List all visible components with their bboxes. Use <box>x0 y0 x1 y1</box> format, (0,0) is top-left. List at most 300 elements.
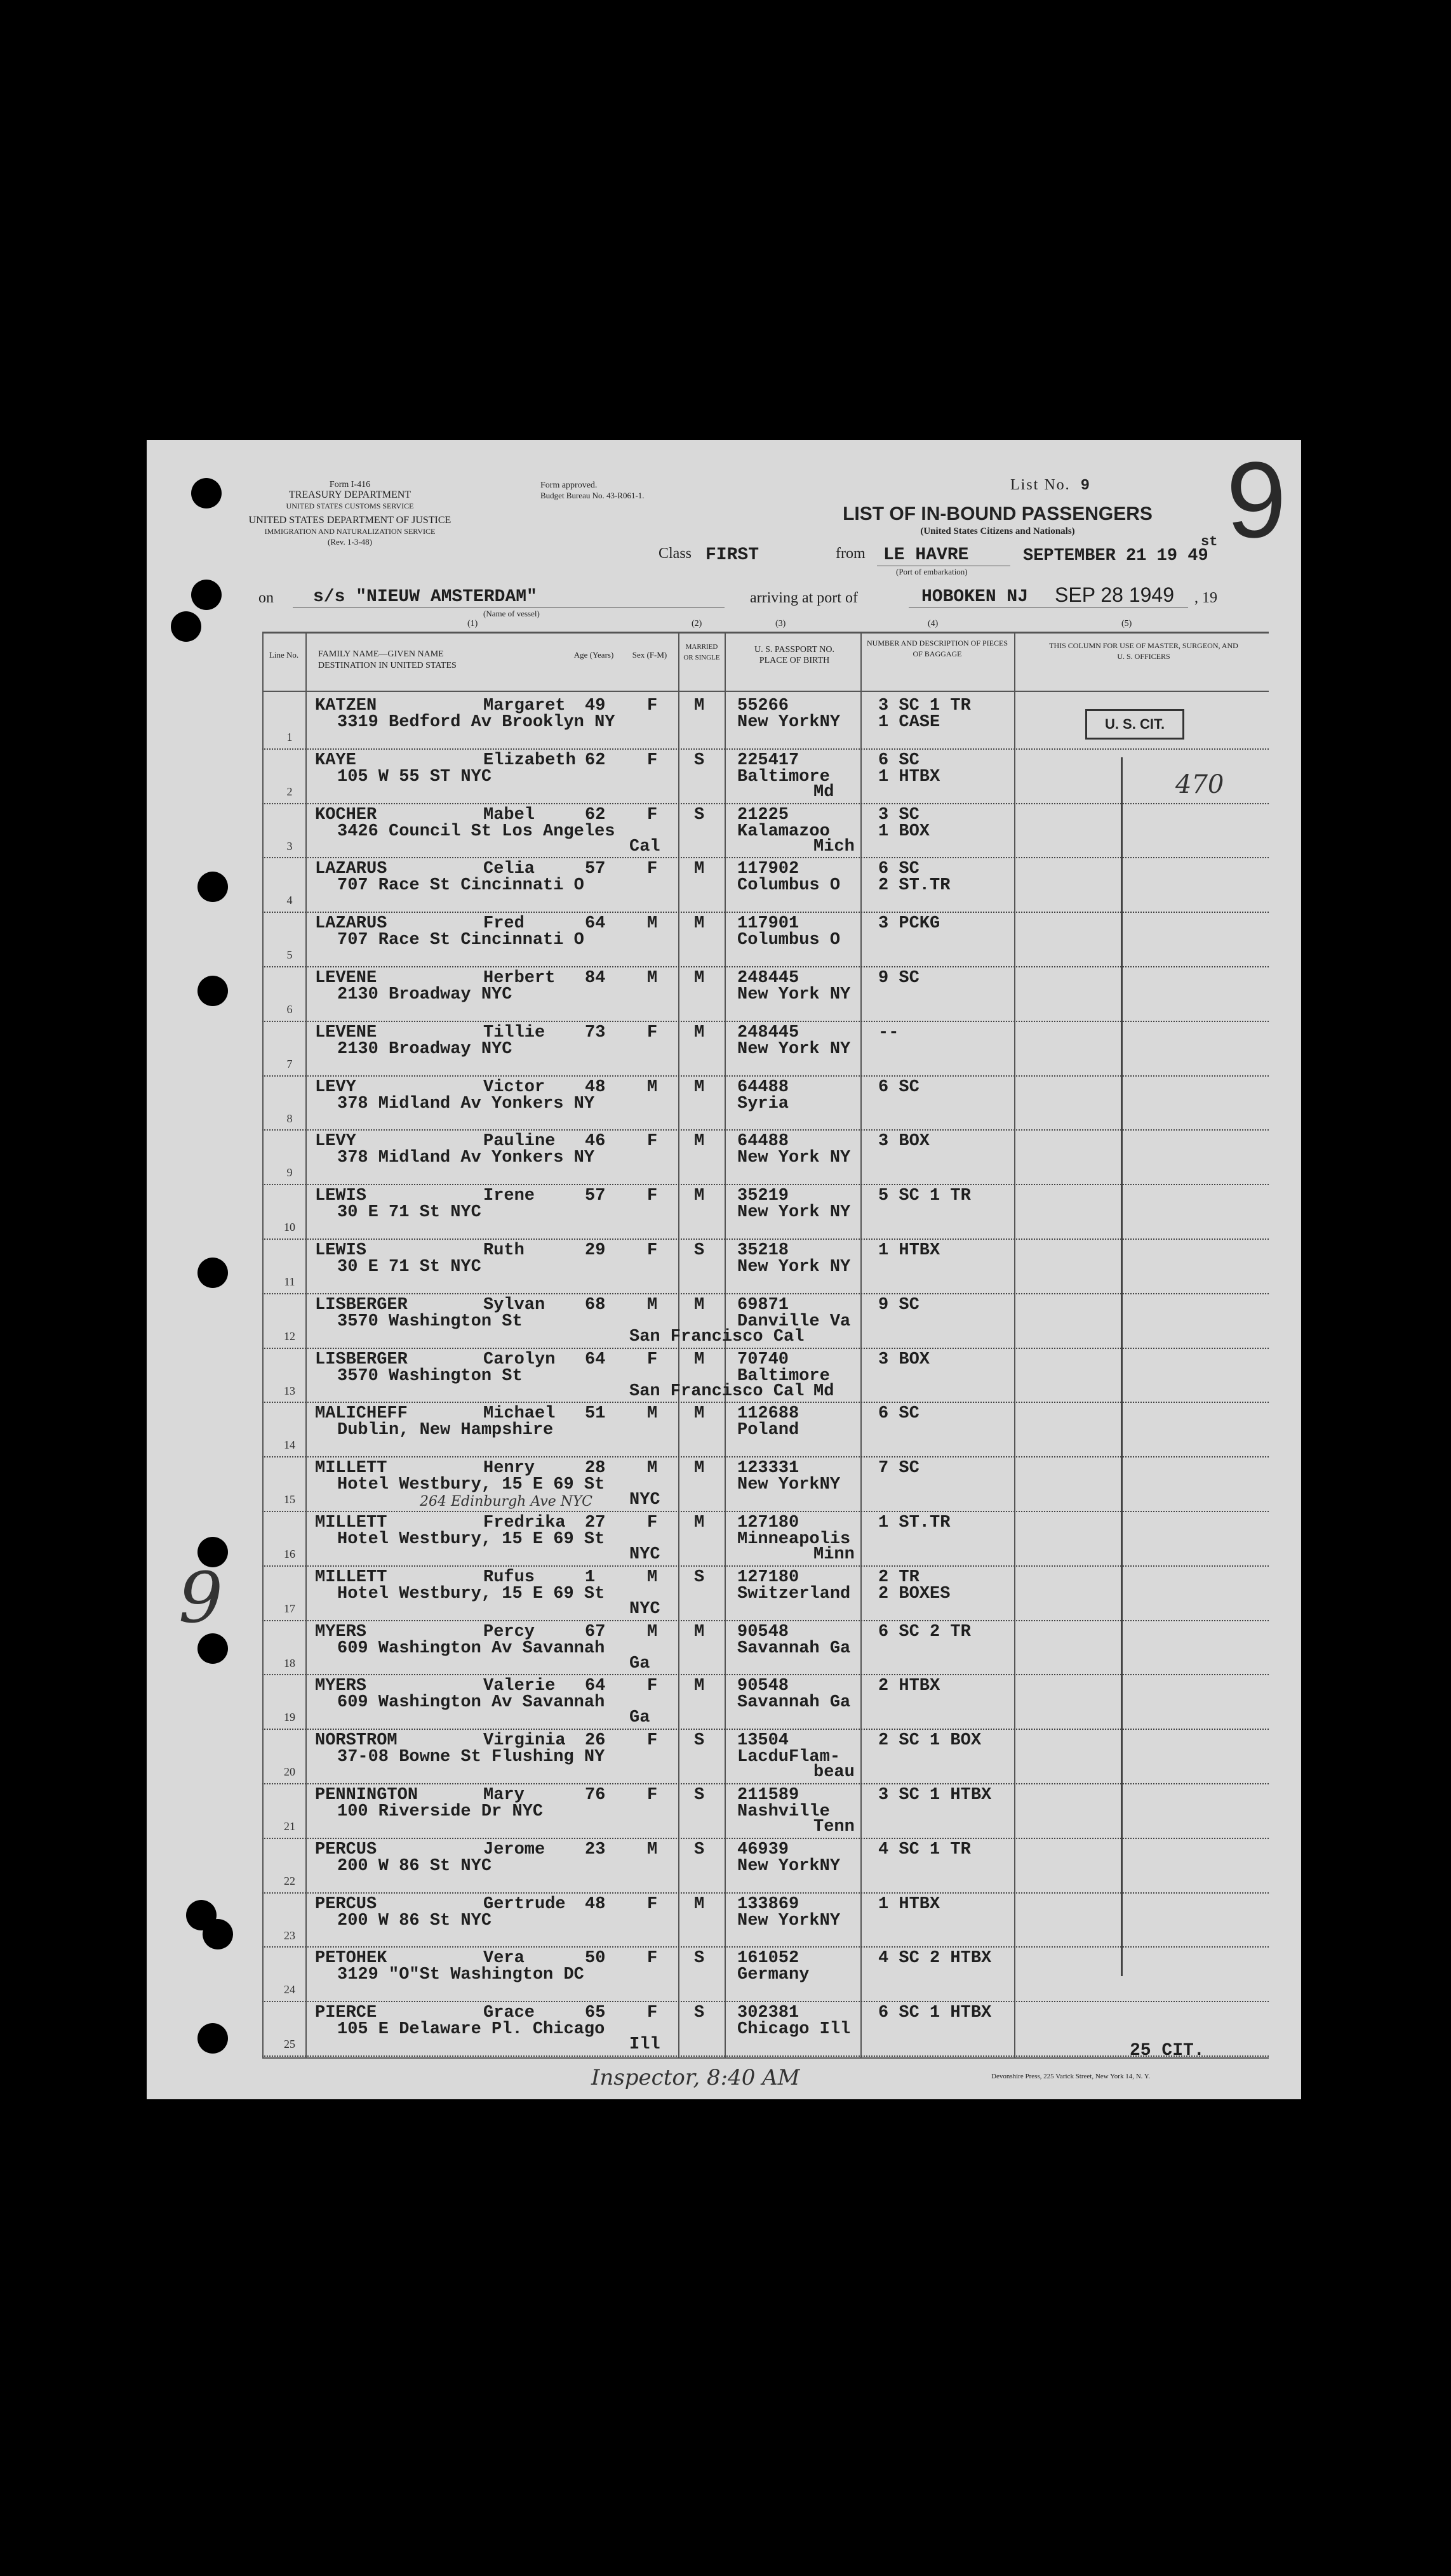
passenger-sex: M <box>647 969 658 988</box>
passenger-marital-status: M <box>694 1459 705 1478</box>
arrival-port: HOBOKEN NJ <box>921 587 1029 607</box>
passenger-passport-no: 55266 <box>737 696 789 715</box>
line-number: 14 <box>284 1438 295 1452</box>
passenger-marital-status: S <box>694 1241 705 1260</box>
passenger-family-name: MILLETT <box>315 1459 387 1478</box>
passenger-baggage-cont: 1 CASE <box>878 713 940 732</box>
passenger-family-name: MALICHEFF <box>315 1404 408 1424</box>
line-number: 3 <box>286 839 293 853</box>
passenger-marital-status: M <box>694 1350 705 1369</box>
line-number: 11 <box>284 1275 295 1288</box>
passenger-sex: M <box>647 1567 658 1587</box>
passenger-birthplace: Switzerland <box>737 1584 851 1603</box>
from-label: from <box>836 545 866 562</box>
passenger-sex: F <box>647 1023 658 1042</box>
passenger-baggage: 3 SC 1 TR <box>878 696 971 715</box>
passenger-given-name: Mary <box>483 1786 525 1805</box>
line-number: 8 <box>286 1112 293 1125</box>
passenger-baggage-cont: 1 HTBX <box>878 767 940 787</box>
passenger-age: 67 <box>585 1622 606 1642</box>
passenger-address: 707 Race St Cincinnati O <box>337 876 584 896</box>
passenger-passport-no: 90548 <box>737 1676 789 1696</box>
row-divider <box>262 1892 1269 1894</box>
passenger-birthplace-cont: Md <box>813 1381 834 1401</box>
passenger-address: 100 Riverside Dr NYC <box>337 1802 544 1821</box>
passenger-sex: M <box>647 1077 658 1097</box>
passenger-age: 48 <box>585 1894 606 1914</box>
passenger-address: 105 E Delaware Pl. Chicago <box>337 2020 605 2040</box>
passenger-passport-no: 35219 <box>737 1186 789 1206</box>
passenger-marital-status: S <box>694 1567 705 1587</box>
passenger-given-name: Margaret <box>483 696 566 715</box>
passenger-baggage: 6 SC <box>878 860 919 879</box>
passenger-birthplace: Kalamazoo <box>737 821 830 841</box>
passenger-baggage: 3 SC 1 HTBX <box>878 1786 992 1805</box>
row-divider <box>262 748 1269 750</box>
passenger-birthplace: New YorkNY <box>737 1911 841 1930</box>
passenger-marital-status: M <box>694 1622 705 1642</box>
passenger-given-name: Gertrude <box>483 1894 566 1914</box>
passenger-marital-status: M <box>694 1513 705 1532</box>
passenger-passport-no: 161052 <box>737 1949 799 1969</box>
passenger-marital-status: S <box>694 1786 705 1805</box>
passenger-sex: F <box>647 696 658 715</box>
passenger-passport-no: 70740 <box>737 1350 789 1369</box>
passenger-family-name: MYERS <box>315 1622 367 1642</box>
passenger-baggage-cont: 2 BOXES <box>878 1584 951 1603</box>
line-number: 25 <box>284 2038 295 2051</box>
passenger-address-cont: Cal <box>629 837 660 856</box>
passenger-passport-no: 127180 <box>737 1513 799 1532</box>
passenger-age: 84 <box>585 969 606 988</box>
passenger-birthplace: Syria <box>737 1094 789 1113</box>
punch-hole <box>197 976 228 1006</box>
row-divider <box>262 1456 1269 1457</box>
passenger-given-name: Rufus <box>483 1567 535 1587</box>
passenger-sex: F <box>647 1513 658 1532</box>
passenger-baggage: 9 SC <box>878 1295 919 1315</box>
row-divider <box>262 1348 1269 1349</box>
passenger-family-name: PETOHEK <box>315 1949 387 1969</box>
passenger-passport-no: 112688 <box>737 1404 799 1424</box>
line-number: 2 <box>286 785 293 798</box>
passenger-baggage: 3 BOX <box>878 1132 930 1152</box>
passenger-family-name: LEVENE <box>315 1023 377 1042</box>
passenger-age: 62 <box>585 750 606 770</box>
vessel-name: s/s "NIEUW AMSTERDAM" <box>313 587 537 607</box>
passenger-family-name: LISBERGER <box>315 1350 408 1369</box>
passenger-birthplace: Danville Va <box>737 1311 851 1331</box>
passenger-sex: M <box>647 1459 658 1478</box>
passenger-age: 51 <box>585 1404 606 1424</box>
passenger-family-name: MILLETT <box>315 1567 387 1587</box>
passenger-address: 3426 Council St Los Angeles <box>337 821 615 841</box>
passenger-address: 37-08 Bowne St Flushing NY <box>337 1748 605 1767</box>
passenger-baggage: 3 SC <box>878 805 919 825</box>
passenger-sex: F <box>647 1949 658 1969</box>
passenger-age: 26 <box>585 1731 606 1751</box>
punch-hole <box>197 872 228 902</box>
passenger-age: 48 <box>585 1077 606 1097</box>
passenger-sex: F <box>647 1186 658 1206</box>
passenger-marital-status: M <box>694 969 705 988</box>
passenger-marital-status: S <box>694 1840 705 1859</box>
passenger-family-name: MILLETT <box>315 1513 387 1532</box>
passenger-address-cont: NYC <box>629 1599 660 1619</box>
passenger-sex: M <box>647 914 658 934</box>
row-divider <box>262 1184 1269 1185</box>
passenger-birthplace-cont: beau <box>813 1763 855 1783</box>
form-approved: Form approved. <box>540 481 598 490</box>
passenger-address-cont: Ga <box>629 1708 650 1728</box>
passenger-birthplace-cont: Minn <box>813 1545 855 1564</box>
passenger-passport-no: 90548 <box>737 1622 789 1642</box>
passenger-sex: M <box>647 1622 658 1642</box>
passenger-given-name: Valerie <box>483 1676 556 1696</box>
col-divider <box>262 632 264 2059</box>
passenger-baggage: 2 HTBX <box>878 1676 940 1696</box>
line-number: 21 <box>284 1820 295 1833</box>
passenger-sex: F <box>647 860 658 879</box>
on-label: on <box>258 590 274 606</box>
passenger-marital-status: S <box>694 750 705 770</box>
passenger-baggage: 4 SC 2 HTBX <box>878 1949 992 1969</box>
passenger-baggage: 3 PCKG <box>878 914 940 934</box>
passenger-passport-no: 117902 <box>737 860 799 879</box>
passenger-address: 200 W 86 St NYC <box>337 1911 492 1930</box>
passenger-baggage-cont: 1 BOX <box>878 821 930 841</box>
passenger-age: 65 <box>585 2003 606 2023</box>
passenger-birthplace: Columbus O <box>737 931 841 950</box>
line-number: 15 <box>284 1493 295 1506</box>
page-title: LIST OF IN-BOUND PASSENGERS <box>843 503 1153 524</box>
passenger-address-cont: San Francisco Cal <box>629 1327 805 1346</box>
col-num-5: (5) <box>1121 619 1132 628</box>
passenger-passport-no: 46939 <box>737 1840 789 1859</box>
line-number: 7 <box>286 1057 293 1070</box>
passenger-age: 68 <box>585 1295 606 1315</box>
passenger-family-name: LEWIS <box>315 1186 367 1206</box>
passenger-birthplace: Poland <box>737 1421 799 1440</box>
passenger-family-name: PIERCE <box>315 2003 377 2023</box>
punch-hole <box>191 478 222 508</box>
passenger-birthplace: Nashville <box>737 1802 830 1821</box>
rev-date: (Rev. 1-3-48) <box>328 537 372 547</box>
row-divider <box>262 1783 1269 1784</box>
passenger-given-name: Mabel <box>483 805 535 825</box>
header-age: Age (Years) <box>573 650 614 660</box>
passenger-marital-status: M <box>694 1077 705 1097</box>
line-number: 5 <box>286 948 293 962</box>
passenger-marital-status: M <box>694 1676 705 1696</box>
passenger-sex: F <box>647 1350 658 1369</box>
passenger-age: 46 <box>585 1132 606 1152</box>
inspector-signature: Inspector, 8:40 AM <box>591 2065 800 2090</box>
row-divider <box>262 1729 1269 1730</box>
line-number: 20 <box>284 1765 295 1779</box>
passenger-marital-status: S <box>694 1949 705 1969</box>
passenger-address: Dublin, New Hampshire <box>337 1421 554 1440</box>
passenger-marital-status: S <box>694 805 705 825</box>
passenger-baggage: 6 SC <box>878 750 919 770</box>
date-ordinal: st <box>1201 534 1218 550</box>
row-divider <box>262 1293 1269 1294</box>
passenger-birthplace-cont: Mich <box>813 837 855 856</box>
passenger-given-name: Tillie <box>483 1023 545 1042</box>
us-cit-stamp: U. S. CIT. <box>1085 709 1184 740</box>
passenger-age: 50 <box>585 1949 606 1969</box>
passenger-sex: F <box>647 1786 658 1805</box>
passenger-baggage: 7 SC <box>878 1459 919 1478</box>
passenger-given-name: Celia <box>483 860 535 879</box>
passenger-family-name: NORSTROM <box>315 1731 398 1751</box>
passenger-baggage-cont: 2 ST.TR <box>878 876 951 896</box>
line-number: 9 <box>286 1166 293 1179</box>
list-no-label <box>1010 477 1091 495</box>
row-divider <box>262 1946 1269 1948</box>
row-divider <box>262 1021 1269 1022</box>
passenger-sex: F <box>647 1241 658 1260</box>
passenger-address: 3570 Washington St <box>337 1311 523 1331</box>
col-num-2: (2) <box>692 619 702 628</box>
year-suffix: , 19 <box>1194 590 1217 606</box>
arrival-stamp-date: SEP 28 1949 <box>1055 583 1175 606</box>
passenger-address: Hotel Westbury, 15 E 69 St <box>337 1584 605 1603</box>
passenger-passport-no: 21225 <box>737 805 789 825</box>
passenger-given-name: Fredrika <box>483 1513 566 1532</box>
line-number: 19 <box>284 1711 295 1724</box>
arriving-label: arriving at port of <box>750 590 858 606</box>
line-number: 17 <box>284 1602 295 1615</box>
passenger-marital-status: S <box>694 1731 705 1751</box>
row-divider <box>262 966 1269 967</box>
passenger-age: 64 <box>585 914 606 934</box>
port-underline <box>909 607 1188 608</box>
passenger-address: Hotel Westbury, 15 E 69 St <box>337 1530 605 1549</box>
col-divider <box>1014 632 1015 2059</box>
passenger-passport-no: 69871 <box>737 1295 789 1315</box>
passenger-address: 3129 "O"St Washington DC <box>337 1965 584 1985</box>
passenger-passport-no: 64488 <box>737 1077 789 1097</box>
passenger-address-cont: San Francisco Cal <box>629 1381 805 1401</box>
passenger-marital-status: M <box>694 860 705 879</box>
row-divider <box>262 2001 1269 2002</box>
passenger-passport-no: 123331 <box>737 1459 799 1478</box>
passenger-marital-status: M <box>694 1186 705 1206</box>
header-passport: U. S. PASSPORT NO. PLACE OF BIRTH <box>754 645 834 665</box>
passenger-baggage: 6 SC <box>878 1404 919 1424</box>
passenger-family-name: LEVY <box>315 1132 356 1152</box>
col-num-1: (1) <box>467 619 478 628</box>
passenger-sex: F <box>647 750 658 770</box>
vessel-underline <box>293 607 725 608</box>
passenger-address-cont: NYC <box>629 1490 660 1510</box>
passenger-passport-no: 13504 <box>737 1731 789 1751</box>
passenger-marital-status: M <box>694 1404 705 1424</box>
passenger-birthplace: Baltimore <box>737 767 830 787</box>
passenger-family-name: LISBERGER <box>315 1295 408 1315</box>
big-list-number: 9 <box>1226 440 1287 561</box>
passenger-address-cont: Ga <box>629 1654 650 1673</box>
passenger-birthplace: Baltimore <box>737 1366 830 1386</box>
table-bottom-border <box>262 2057 1269 2059</box>
total-citizens: 25 CIT. <box>1130 2041 1205 2061</box>
row-divider <box>262 1838 1269 1839</box>
passenger-age: 57 <box>585 860 606 879</box>
handwritten-address: 264 Edinburgh Ave NYC <box>420 1494 593 1510</box>
passenger-family-name: KATZEN <box>315 696 377 715</box>
manifest-sheet <box>147 440 1301 2099</box>
passenger-baggage: 5 SC 1 TR <box>878 1186 971 1206</box>
row-divider <box>262 1511 1269 1512</box>
line-number: 1 <box>286 731 293 743</box>
passenger-birthplace: Columbus O <box>737 876 841 896</box>
col-num-4: (4) <box>928 619 939 628</box>
col-divider <box>860 632 862 2059</box>
passenger-address-cont: Ill <box>629 2035 660 2055</box>
passenger-passport-no: 248445 <box>737 969 799 988</box>
passenger-baggage: 6 SC <box>878 1077 919 1097</box>
row-divider <box>262 912 1269 913</box>
passenger-address: 105 W 55 ST NYC <box>337 767 492 787</box>
passenger-given-name: Elizabeth <box>483 750 576 770</box>
budget-bureau: Budget Bureau No. 43-R061-1. <box>540 491 645 500</box>
row-divider <box>262 1620 1269 1621</box>
passenger-given-name: Virginia <box>483 1731 566 1751</box>
passenger-baggage: 2 SC 1 BOX <box>878 1731 982 1751</box>
passenger-given-name: Ruth <box>483 1241 525 1260</box>
passenger-baggage: 3 BOX <box>878 1350 930 1369</box>
passenger-sex: F <box>647 1731 658 1751</box>
passenger-given-name: Pauline <box>483 1132 556 1152</box>
passenger-address: Hotel Westbury, 15 E 69 St <box>337 1475 605 1495</box>
passenger-address-cont: NYC <box>629 1545 660 1564</box>
header-destination: DESTINATION IN UNITED STATES <box>318 661 457 670</box>
from-value: LE HAVRE <box>883 545 969 565</box>
passenger-birthplace: Savannah Ga <box>737 1638 851 1658</box>
passenger-passport-no: 225417 <box>737 750 799 770</box>
passenger-marital-status: M <box>694 696 705 715</box>
row-divider <box>262 1674 1269 1675</box>
passenger-birthplace: Chicago Ill <box>737 2020 851 2040</box>
row-divider <box>262 857 1269 858</box>
row-divider <box>262 2055 1269 2057</box>
row-divider <box>262 1238 1269 1240</box>
passenger-given-name: Percy <box>483 1622 535 1642</box>
passenger-given-name: Jerome <box>483 1840 545 1859</box>
passenger-birthplace: Savannah Ga <box>737 1693 851 1713</box>
passenger-family-name: PERCUS <box>315 1894 377 1914</box>
passenger-address: 2130 Broadway NYC <box>337 1039 512 1059</box>
passenger-age: 23 <box>585 1840 606 1859</box>
passenger-passport-no: 211589 <box>737 1786 799 1805</box>
passenger-baggage: 1 HTBX <box>878 1894 940 1914</box>
passenger-baggage: 2 TR <box>878 1567 919 1587</box>
passenger-address: 2130 Broadway NYC <box>337 985 512 1004</box>
ins-service: IMMIGRATION AND NATURALIZATION SERVICE <box>264 527 436 536</box>
passenger-address: 378 Midland Av Yonkers NY <box>337 1148 595 1168</box>
passenger-age: 49 <box>585 696 606 715</box>
line-number: 18 <box>284 1656 295 1670</box>
passenger-age: 64 <box>585 1676 606 1696</box>
passenger-family-name: LAZARUS <box>315 914 387 934</box>
passenger-address: 3570 Washington St <box>337 1366 523 1386</box>
passenger-passport-no: 127180 <box>737 1567 799 1587</box>
header-sex: Sex (F-M) <box>632 650 667 660</box>
line-number: 4 <box>286 894 293 907</box>
treasury-dept: TREASURY DEPARTMENT <box>288 489 411 500</box>
passenger-passport-no: 117901 <box>737 914 799 934</box>
passenger-address: 609 Washington Av Savannah <box>337 1693 605 1713</box>
customs-service: UNITED STATES CUSTOMS SERVICE <box>286 501 414 510</box>
table-top-border <box>262 632 1269 634</box>
passenger-birthplace: Minneapolis <box>737 1530 851 1549</box>
passenger-age: 1 <box>585 1567 596 1587</box>
class-label: Class <box>659 545 692 562</box>
passenger-birthplace: New York NY <box>737 1203 851 1223</box>
passenger-given-name: Herbert <box>483 969 556 988</box>
passenger-given-name: Carolyn <box>483 1350 556 1369</box>
passenger-birthplace: LacduFlam- <box>737 1748 841 1767</box>
passenger-sex: F <box>647 1132 658 1152</box>
passenger-birthplace: New YorkNY <box>737 1475 841 1495</box>
passenger-passport-no: 133869 <box>737 1894 799 1914</box>
passenger-family-name: KOCHER <box>315 805 377 825</box>
passenger-sex: F <box>647 1894 658 1914</box>
passenger-given-name: Fred <box>483 914 525 934</box>
header-line-no: Line No. <box>269 650 299 660</box>
passenger-sex: F <box>647 2003 658 2023</box>
header-married: MARRIED OR SINGLE <box>683 643 720 661</box>
form-number: Form I-416 <box>329 480 371 489</box>
passenger-age: 57 <box>585 1186 606 1206</box>
passenger-family-name: MYERS <box>315 1676 367 1696</box>
passenger-marital-status: M <box>694 1894 705 1914</box>
page-subtitle: (United States Citizens and Nationals) <box>920 526 1075 536</box>
printer-imprint: Devonshire Press, 225 Varick Street, New York 14, N. Y. <box>991 2073 1151 2080</box>
passenger-marital-status: M <box>694 1295 705 1315</box>
passenger-sex: F <box>647 805 658 825</box>
passenger-passport-no: 35218 <box>737 1241 789 1260</box>
passenger-given-name: Henry <box>483 1459 535 1478</box>
class-value: FIRST <box>705 545 759 565</box>
line-number: 10 <box>284 1221 295 1234</box>
line-number: 22 <box>284 1874 295 1887</box>
passenger-family-name: LEVY <box>315 1077 356 1097</box>
margin-nine: 9 <box>178 1557 223 1638</box>
passenger-baggage: -- <box>878 1023 899 1042</box>
header-officers: THIS COLUMN FOR USE OF MASTER, SURGEON, AND U. S. OFFICERS <box>1049 641 1238 661</box>
passenger-birthplace: New York NY <box>737 1258 851 1277</box>
line-number: 6 <box>286 1003 293 1016</box>
passenger-birthplace: Germany <box>737 1965 810 1985</box>
checkmark-line <box>1121 757 1123 1976</box>
passenger-given-name: Grace <box>483 2003 535 2023</box>
passenger-passport-no: 302381 <box>737 2003 799 2023</box>
list-number: 9 <box>1080 477 1092 495</box>
passenger-age: 62 <box>585 805 606 825</box>
line-number: 16 <box>284 1548 295 1560</box>
passenger-address: 609 Washington Av Savannah <box>337 1638 605 1658</box>
line-number: 12 <box>284 1329 295 1343</box>
passenger-passport-no: 64488 <box>737 1132 789 1152</box>
passenger-given-name: Michael <box>483 1404 556 1424</box>
vessel-caption: (Name of vessel) <box>483 609 540 618</box>
punch-hole <box>171 611 201 642</box>
line-number: 23 <box>284 1929 295 1942</box>
header-bottom-border <box>262 691 1269 692</box>
passenger-family-name: LEVENE <box>315 969 377 988</box>
